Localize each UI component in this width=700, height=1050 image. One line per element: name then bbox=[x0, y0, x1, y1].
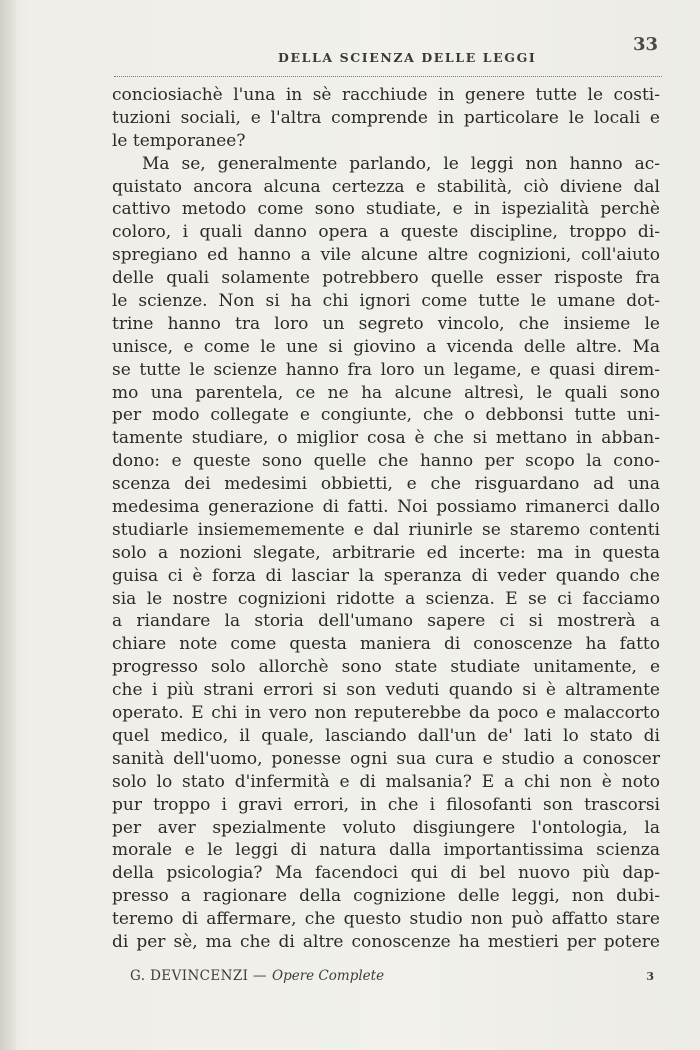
text-line: conciosiachè l'una in sè racchiude in genere tutte le costi- bbox=[112, 85, 660, 105]
text-line: medesima generazione di fatti. Noi possiamo rimanerci dallo bbox=[112, 497, 660, 518]
text-line: pur troppo i gravi errori, in che i filosofanti son trascorsi bbox=[112, 794, 660, 815]
text-line: quistato ancora alcuna certezza e stabilità, ciò diviene dal bbox=[112, 176, 660, 197]
text-line: unisce, e come le une si giovino a vicenda delle altre. Ma bbox=[112, 336, 660, 357]
page-number: 33 bbox=[632, 34, 658, 55]
text-line: sia le nostre cognizioni ridotte a scienza. E se ci facciamo bbox=[112, 588, 660, 609]
text-line: trine hanno tra loro un segreto vincolo, che insieme le bbox=[112, 313, 660, 334]
footer-work-title: Opere Complete bbox=[272, 968, 385, 984]
text-line: guisa ci è forza di lasciar la speranza di veder quando che bbox=[112, 565, 660, 586]
page-gutter bbox=[0, 0, 16, 1050]
text-line: sanità dell'uomo, ponesse ogni sua cura e studio a conoscer bbox=[112, 748, 660, 769]
text-line: se tutte le scienze hanno fra loro un legame, e quasi direm- bbox=[112, 359, 660, 380]
text-line: delle quali solamente potrebbero quelle esser risposte fra bbox=[112, 268, 660, 289]
footer-author: G. DEVINCENZI — bbox=[130, 968, 267, 984]
text-line: Ma se, generalmente parlando, le leggi non hanno ac- bbox=[142, 153, 660, 174]
text-line: che i più strani errori si son veduti quando si è altramente bbox=[112, 680, 660, 701]
text-line: di per sè, ma che di altre conoscenze ha mestieri per potere bbox=[112, 931, 660, 952]
signature-mark: 3 bbox=[646, 970, 654, 983]
text-line: tamente studiare, o miglior cosa è che si mettano in abban- bbox=[112, 428, 660, 449]
text-line: spregiano ed hanno a vile alcune altre cognizioni, coll'aiuto bbox=[112, 245, 660, 266]
text-line: chiare note come questa maniera di conoscenze ha fatto bbox=[112, 634, 660, 655]
text-line: solo lo stato d'infermità e di malsania? E a chi non è noto bbox=[112, 771, 660, 792]
text-line: a riandare la storia dell'umano sapere ci si mostrerà a bbox=[112, 611, 660, 632]
text-line: dono: e queste sono quelle che hanno per scopo la cono- bbox=[112, 451, 660, 472]
body-text bbox=[112, 84, 660, 954]
text-line: presso a ragionare della cognizione delle leggi, non dubi- bbox=[112, 886, 660, 907]
text-line: teremo di affermare, che questo studio non può affatto stare bbox=[112, 909, 660, 930]
text-line: per aver spezialmente voluto disgiungere l'ontologia, la bbox=[112, 817, 660, 838]
text-line: scenza dei medesimi obbietti, e che risguardano ad una bbox=[112, 474, 660, 495]
text-line: progresso solo allorchè sono state studiate unitamente, e bbox=[112, 657, 660, 678]
text-line: coloro, i quali danno opera a queste discipline, troppo di- bbox=[112, 222, 660, 243]
header-dotted-rule bbox=[114, 76, 662, 77]
page-header bbox=[110, 30, 670, 90]
text-line: mo una parentela, ce ne ha alcune altresì, le quali sono bbox=[112, 382, 660, 403]
text-line: solo a nozioni slegate, arbitrarie ed incerte: ma in questa bbox=[112, 542, 660, 563]
text-line: della psicologia? Ma facendoci qui di bel nuovo più dap- bbox=[112, 863, 660, 884]
text-line: quel medico, il quale, lasciando dall'un de' lati lo stato di bbox=[112, 725, 660, 746]
text-line: morale e le leggi di natura dalla importantissima scienza bbox=[112, 840, 660, 861]
page-footer bbox=[120, 968, 660, 992]
text-line: per modo collegate e congiunte, che o debbonsi tutte uni- bbox=[112, 405, 660, 426]
text-line: le temporanee? bbox=[112, 130, 246, 151]
text-line: operato. E chi in vero non reputerebbe da poco e malaccorto bbox=[112, 703, 660, 724]
text-line: studiarle insiemememente e dal riunirle se staremo contenti bbox=[112, 519, 660, 540]
running-title: DELLA SCIENZA DELLE LEGGI bbox=[278, 50, 537, 65]
text-line: cattivo metodo come sono studiate, e in ispezialità perchè bbox=[112, 199, 660, 220]
text-line: tuzioni sociali, e l'altra comprende in particolare le locali e bbox=[112, 107, 660, 128]
text-line: le scienze. Non si ha chi ignori come tutte le umane dot- bbox=[112, 291, 660, 312]
